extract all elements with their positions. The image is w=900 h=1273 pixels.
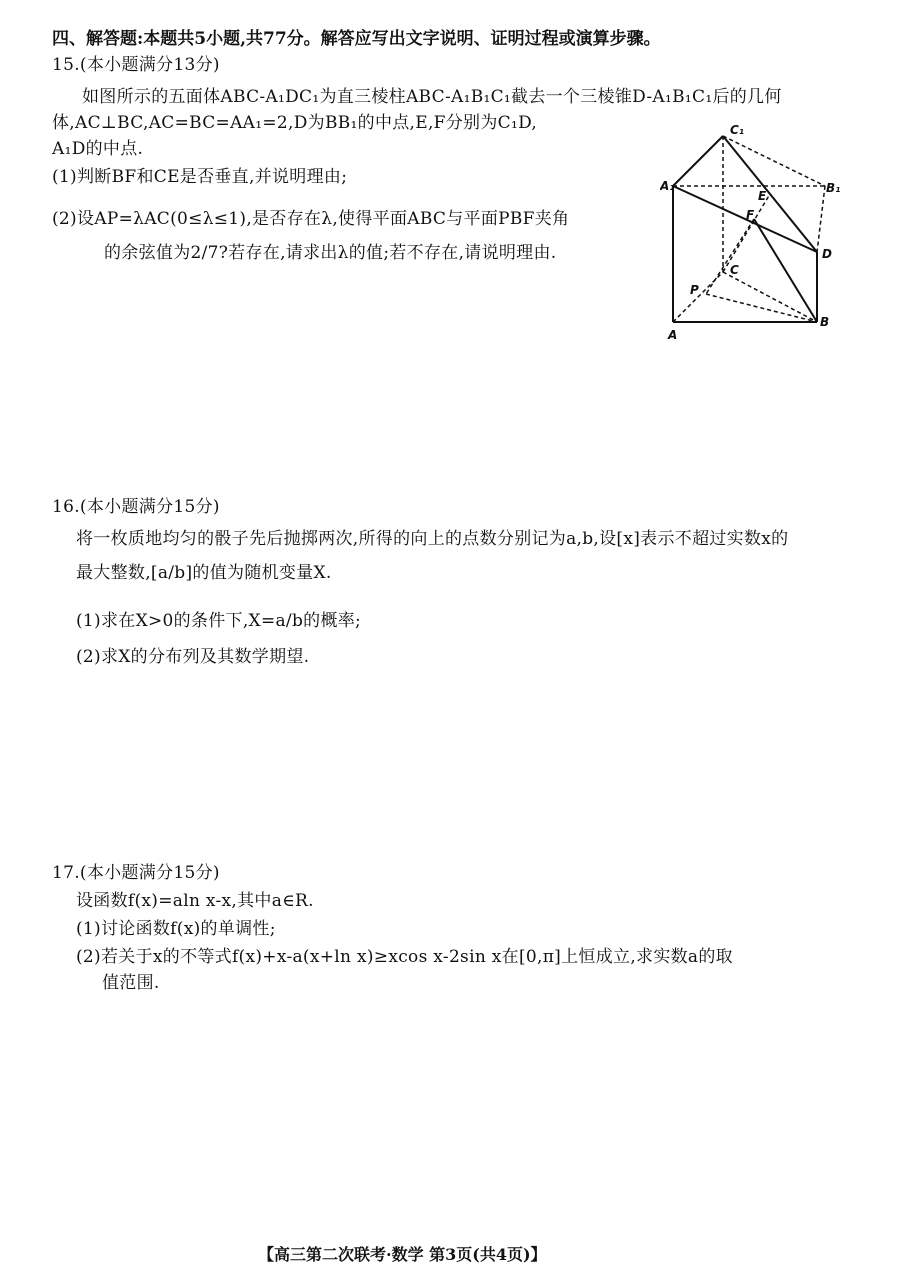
problem-16-line-1: 将一枚质地均匀的骰子先后抛掷两次,所得的向上的点数分别记为a,b,设[x]表示不超过实数x的 — [76, 529, 789, 549]
label-B1: B₁ — [826, 181, 840, 195]
problem-17-question-1: (1)讨论函数f(x)的单调性; — [76, 919, 276, 939]
label-D: D — [822, 247, 832, 261]
edge-B1-D — [817, 186, 825, 252]
label-F: F — [746, 208, 755, 222]
label-P: P — [690, 283, 699, 297]
label-A1: A₁ — [660, 179, 675, 193]
problem-15-line-3: A₁D的中点. — [52, 139, 144, 159]
edge-A1-C1 — [673, 136, 723, 186]
problem-15-line-1: 如图所示的五面体ABC-A₁DC₁为直三棱柱ABC-A₁B₁C₁截去一个三棱锥D-A₁B₁C₁后的几何 — [82, 87, 782, 107]
edge-C-B — [723, 272, 817, 322]
problem-16-question-1: (1)求在X>0的条件下,X=a/b的概率; — [76, 611, 362, 631]
label-A: A — [668, 328, 678, 342]
page-footer: 【高三第二次联考·数学 第3页(共4页)】 — [258, 1245, 547, 1264]
problem-15-question-2a: (2)设AP=λAC(0≤λ≤1),是否存在λ,使得平面ABC与平面PBF夹角 — [52, 209, 570, 229]
label-C1: C₁ — [730, 123, 745, 137]
problem-15-question-2b: 的余弦值为2/7?若存在,请求出λ的值;若不存在,请说明理由. — [104, 243, 557, 263]
problem-15-header: 15.(本小题满分13分) — [52, 55, 220, 75]
problem-17-line-1: 设函数f(x)=aln x-x,其中a∈R. — [76, 891, 314, 911]
problem-16-line-2: 最大整数,[a/b]的值为随机变量X. — [76, 563, 332, 583]
section-heading: 四、解答题:本题共5小题,共77分。解答应写出文字说明、证明过程或演算步骤。 — [52, 29, 661, 49]
edge-F-B — [754, 219, 817, 322]
problem-16-question-2: (2)求X的分布列及其数学期望. — [76, 647, 310, 667]
edge-C1-B1 — [723, 136, 825, 186]
label-C: C — [730, 263, 739, 277]
problem-15-question-1: (1)判断BF和CE是否垂直,并说明理由; — [52, 167, 348, 187]
label-B: B — [820, 315, 830, 329]
problem-17-question-2a: (2)若关于x的不等式f(x)+x-a(x+ln x)≥xcos x-2sin x在[0,π]上恒成立,求实数a的取 — [76, 947, 733, 967]
edge-P-B — [706, 294, 817, 322]
problem-15-line-2: 体,AC⊥BC,AC=BC=AA₁=2,D为BB₁的中点,E,F分别为C₁D, — [52, 113, 538, 133]
problem-16-header: 16.(本小题满分15分) — [52, 497, 220, 517]
problem-17-question-2b: 值范围. — [102, 973, 160, 993]
label-E: E — [758, 189, 767, 203]
problem-17-header: 17.(本小题满分15分) — [52, 863, 220, 883]
prism-figure — [660, 122, 840, 344]
edge-A1-D — [673, 186, 817, 252]
